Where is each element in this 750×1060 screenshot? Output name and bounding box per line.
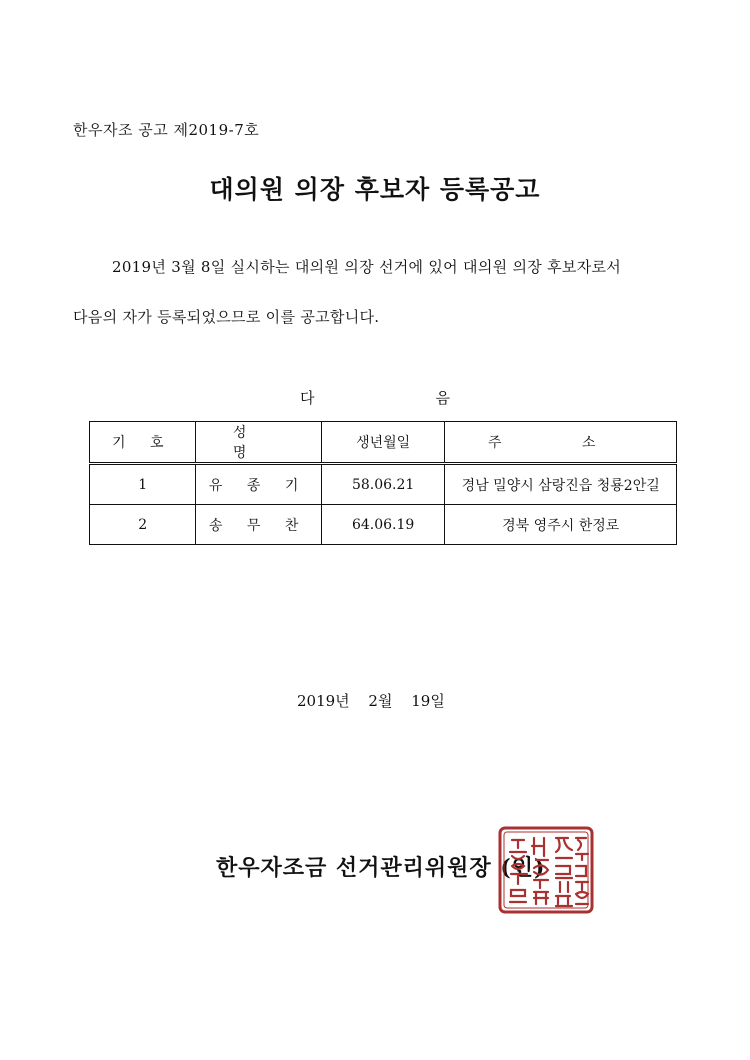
- cell-address: 경북 영주시 한정로: [445, 505, 677, 545]
- header-address: 주 소: [445, 422, 677, 464]
- header-name: 성 명: [196, 422, 321, 464]
- table-row: [90, 505, 677, 545]
- cell-symbol: 2: [90, 505, 196, 545]
- notice-number: 한우자조 공고 제2019-7호: [73, 121, 260, 139]
- document-title: 대의원 의장 후보자 등록공고: [209, 175, 541, 204]
- section-heading-left: 다: [300, 389, 315, 407]
- cell-address: 경남 밀양시 삼랑진읍 청룡2안길: [445, 464, 677, 505]
- cell-name: 송 무 찬: [196, 505, 321, 545]
- issue-date: 2019년 2월 19일: [297, 692, 445, 710]
- body-text-line-2: 다음의 자가 등록되었으므로 이를 공고합니다.: [73, 308, 380, 326]
- header-birthdate: 생년월일: [321, 422, 445, 464]
- cell-symbol: 1: [90, 464, 196, 505]
- header-symbol: 기 호: [90, 422, 196, 464]
- issuer-signature-line: 한우자조금 선거관리위원장 (인): [216, 855, 546, 881]
- official-seal-stamp: [498, 826, 594, 914]
- section-heading: [300, 387, 450, 408]
- body-text-line-1: 2019년 3월 8일 실시하는 대의원 의장 선거에 있어 대의원 의장 후보자로서: [112, 258, 622, 276]
- section-heading-right: 음: [435, 389, 450, 407]
- cell-name: 유 종 기: [196, 464, 321, 505]
- table-row: [90, 464, 677, 505]
- table-header-row: [90, 422, 677, 464]
- cell-birthdate: 64.06.19: [321, 505, 445, 545]
- cell-birthdate: 58.06.21: [321, 464, 445, 505]
- candidates-table: [89, 421, 677, 545]
